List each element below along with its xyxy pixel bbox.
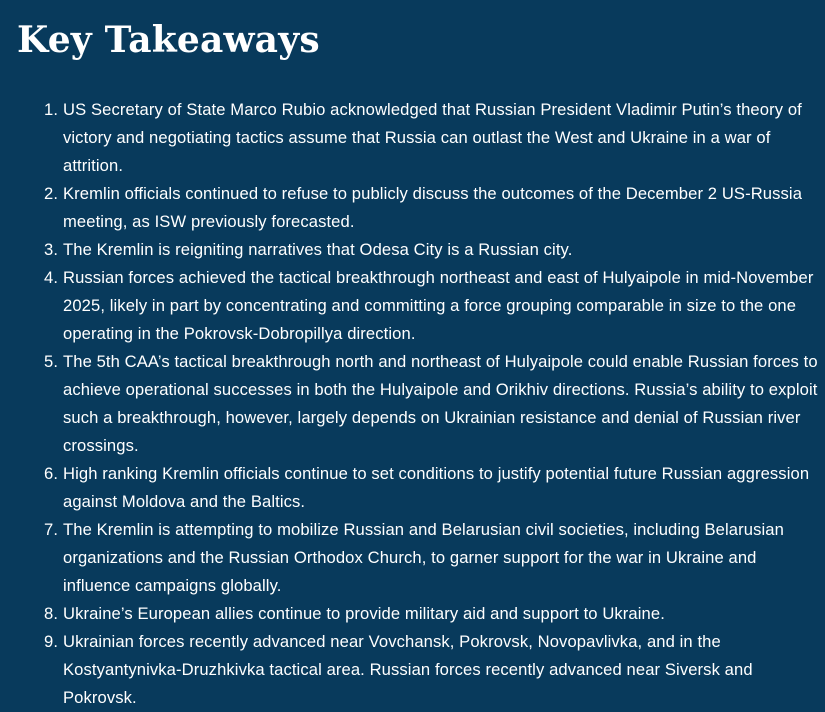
list-item xyxy=(17,264,825,348)
list-item-text: Ukraine’s European allies continue to provide military aid and support to Ukraine. xyxy=(63,604,665,623)
list-item-text: High ranking Kremlin officials continue to set conditions to justify potential future Russian aggression against Moldova and the Baltics. xyxy=(63,464,810,511)
page-title: Key Takeaways xyxy=(17,19,320,61)
list-item xyxy=(17,516,825,600)
list-item xyxy=(17,180,825,236)
list-item-text: The Kremlin is reigniting narratives that Odesa City is a Russian city. xyxy=(63,240,573,259)
list-item xyxy=(17,236,825,264)
list-item-text: Kremlin officials continued to refuse to publicly discuss the outcomes of the December 2 US-Russia meeting, as ISW previously forecasted. xyxy=(63,184,803,231)
list-item-number: 5. xyxy=(44,352,59,371)
list-item xyxy=(17,96,825,180)
list-item xyxy=(17,628,825,712)
takeaways-list xyxy=(17,96,825,712)
list-item-number: 8. xyxy=(44,604,59,623)
list-item-number: 9. xyxy=(44,632,59,651)
list-item-number: 7. xyxy=(44,520,59,539)
list-item-number: 4. xyxy=(44,268,59,287)
list-item-number: 6. xyxy=(44,464,59,483)
list-item xyxy=(17,460,825,516)
list-item-text: The Kremlin is attempting to mobilize Russian and Belarusian civil societies, including Belarusian organizations and the Russian Orthodox Church, to garner support for the war in Ukraine and influence campaigns globally. xyxy=(63,520,784,595)
list-item-number: 1. xyxy=(44,100,59,119)
list-item xyxy=(17,348,825,460)
list-item-text: The 5th CAA’s tactical breakthrough north and northeast of Hulyaipole could enable Russian forces to achieve operational successes in both the Hulyaipole and Orikhiv directions. Russia’s ability to exploit such a breakthrough, however, largely depends on Ukrainian resistance and denial of Russian river crossings. xyxy=(63,352,818,455)
list-item-text: Russian forces achieved the tactical breakthrough northeast and east of Hulyaipole in mid-November 2025, likely in part by concentrating and committing a force grouping comparable in size to the one operating in the Pokrovsk-Dobropillya direction. xyxy=(63,268,814,343)
list-item xyxy=(17,600,825,628)
list-item-number: 3. xyxy=(44,240,59,259)
list-item-text: US Secretary of State Marco Rubio acknowledged that Russian President Vladimir Putin’s theory of victory and negotiating tactics assume that Russia can outlast the West and Ukraine in a war of attrition. xyxy=(63,100,802,175)
list-item-number: 2. xyxy=(44,184,59,203)
list-item-text: Ukrainian forces recently advanced near Vovchansk, Pokrovsk, Novopavlivka, and in the Kostyantynivka-Druzhkivka tactical area. Russian forces recently advanced near Siversk and Pokrovsk. xyxy=(63,632,753,707)
